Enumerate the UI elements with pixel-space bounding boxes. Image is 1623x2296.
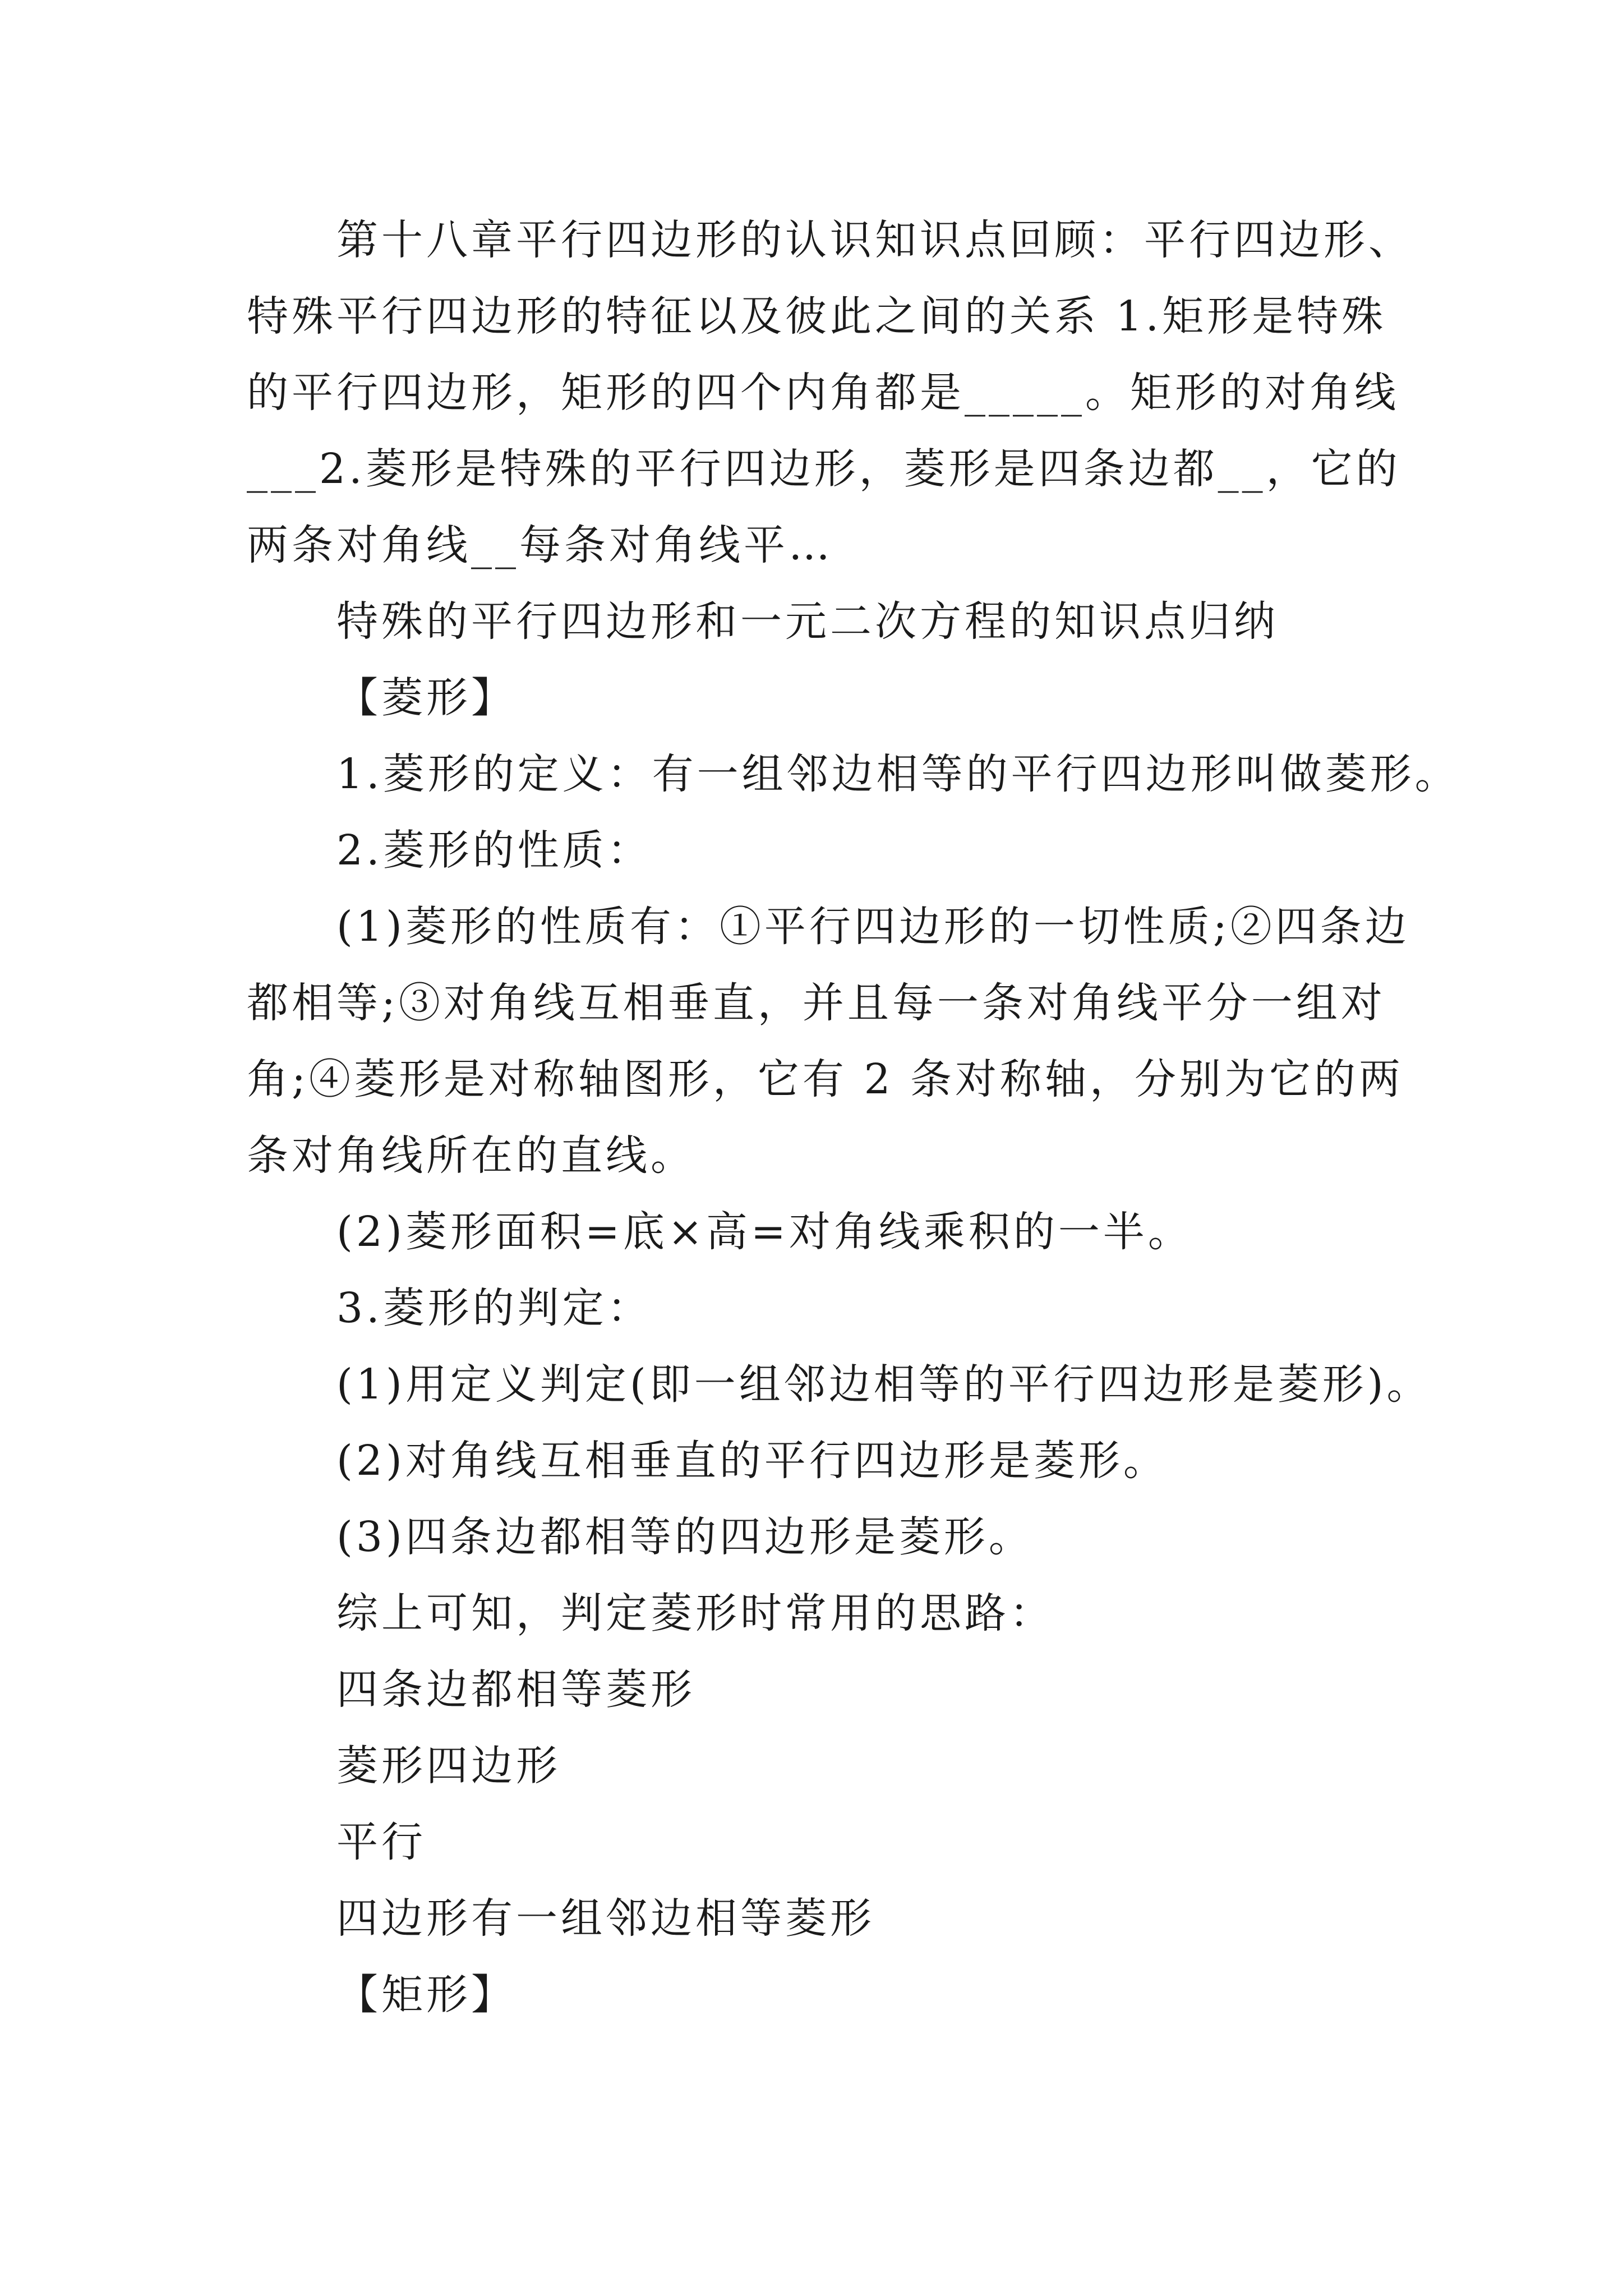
judgement-item-1: (1)用定义判定(即一组邻边相等的平行四边形是菱形)。	[336, 1360, 1432, 1409]
judgement-item-2: (2)对角线互相垂直的平行四边形是菱形。	[336, 1437, 1168, 1485]
intro-line: 两条对角线__每条对角线平…	[247, 521, 833, 569]
properties-line: 都相等;③对角线互相垂直，并且每一条对角线平分一组对	[247, 979, 1386, 1027]
reasoning-path-1: 四条边都相等菱形	[336, 1665, 695, 1714]
reasoning-path-2: 菱形四边形	[336, 1742, 561, 1790]
document-body	[247, 202, 1460, 2033]
reasoning-path-3: 平行	[336, 1818, 426, 1866]
judgement-item-3: (3)四条边都相等的四边形是菱形。	[336, 1513, 1034, 1561]
properties-paragraph-1	[247, 889, 1410, 1194]
intro-line: 的平行四边形，矩形的四个内角都是_____。矩形的对角线	[247, 369, 1399, 417]
properties-line: 条对角线所在的直线。	[247, 1131, 695, 1180]
intro-paragraph	[247, 202, 1413, 583]
subtitle: 特殊的平行四边形和一元二次方程的知识点归纳	[336, 597, 1279, 646]
section-heading-rectangle: 【矩形】	[336, 1971, 516, 2019]
rhombus-definition: 1.菱形的定义：有一组邻边相等的平行四边形叫做菱形。	[336, 750, 1460, 798]
judgement-heading: 3.菱形的判定：	[336, 1284, 652, 1332]
properties-line: 角;④菱形是对称轴图形，它有 2 条对称轴，分别为它的两	[247, 1055, 1404, 1103]
intro-line: 特殊平行四边形的特征以及彼此之间的关系 1.矩形是特殊	[247, 292, 1387, 341]
reasoning-path-4: 四边形有一组邻边相等菱形	[336, 1894, 875, 1943]
intro-line: ___2.菱形是特殊的平行四边形，菱形是四条边都__，它的	[247, 445, 1401, 493]
properties-line: (1)菱形的性质有：①平行四边形的一切性质;②四条边	[336, 903, 1410, 951]
properties-heading: 2.菱形的性质：	[336, 826, 652, 875]
summary-line: 综上可知，判定菱形时常用的思路：	[336, 1589, 1054, 1637]
section-heading-rhombus: 【菱形】	[336, 674, 516, 722]
properties-paragraph-2: (2)菱形面积=底×高=对角线乘积的一半。	[336, 1208, 1193, 1256]
intro-line: 第十八章平行四边形的认识知识点回顾：平行四边形、	[336, 216, 1413, 264]
